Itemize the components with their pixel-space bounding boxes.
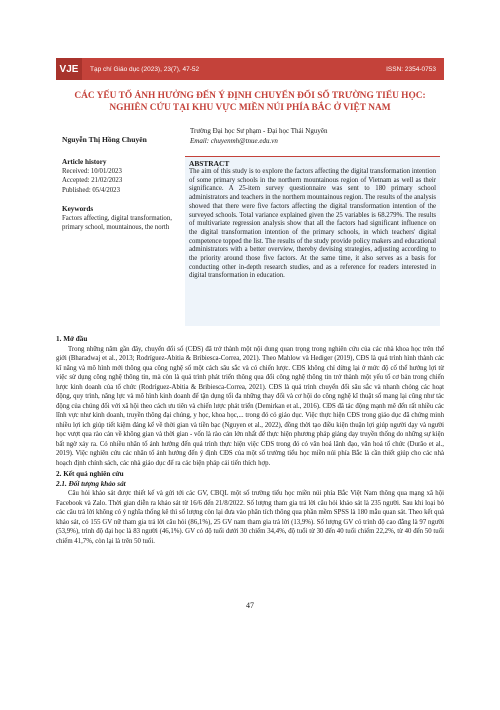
article-history-heading: Article history [62, 158, 107, 166]
section-2-heading: 2. Kết quả nghiên cứu [56, 470, 124, 478]
journal-logo: VJE [56, 58, 82, 80]
section-1-paragraph: Trong những năm gần đây, chuyển đổi số (CĐS) đã trở thành một nội dung quan trọng trong nghiên cứu của các nhà khoa học trên thế giới (Bharadwaj et al., 2013; Rodríguez-Abitia & Bribiesca-Correa, 2021). Theo Mahlow và Hediger (2019), CĐS là quá trình hình thành các kĩ năng và mô hình mới thông qua công nghệ số một cách sâu sắc và có chiến lược. CĐS không chỉ dừng lại ở mức độ cố thể hướng lợi từ việc sử dụng công nghệ thông tin, mà còn là quá trình phát triển thông qua đổi công nghệ thông tin trở thành một yếu tố cơ bản trong chiến lược kinh doanh của tổ chức (Rodríguez-Abitia & Bribiesca-Correa, 2021). CĐS là quá trình chuyển đổi sâu sắc và nhanh chóng các hoạt động, quy trình, năng lực và mô hình kinh doanh để tận dụng tối đa những thay đổi và cơ hội do công nghệ kĩ thuật số mang lại cũng như tác động của chúng đối với xã hội theo cách ưu tiên và chiến lược phát triển (Demirkan et al., 2016). CĐS đã tác động mạnh mẽ đến rất nhiều các lĩnh vực như kinh doanh, truyền thông đại chúng, y học, khoa học,... trong đó có giáo dục. Việc thực hiện CĐS trong giáo dục đã chứng minh nhiều lợi ích giúp tiết kiệm đáng kể về thời gian và tiền bạc (Nguyen et al., 2022), đồng thời tạo điều kiện thuận lợi giúp người dạy và người học vượt qua rào cản về không gian và thời gian - vốn là rào cản lớn nhất để thực hiện phương pháp giảng dạy truyền thống do những sự kiện bất ngờ xảy ra. Có nhiều nhân tố ảnh hưởng đến quá trình thực hiện việc CĐS trong đó có văn hoá lãnh đạo, văn hoá tổ chức (Durão et al., 2019). Việc nghiên cứu các nhân tố ảnh hưởng đến ý định CĐS của một số trường tiểu học miền núi phía Bắc là cần thiết giúp cho các nhà hoạch định chính sách, các nhà giáo dục để ra các biện pháp cải tiến thích hợp. [56, 345, 444, 467]
keywords-heading: Keywords [62, 204, 94, 213]
title-line-1: CÁC YẾU TỐ ẢNH HƯỞNG ĐẾN Ý ĐỊNH CHUYỂN ĐỔI SỐ TRƯỜNG TIỂU HỌC: [74, 91, 426, 101]
article-sidebar [62, 158, 180, 232]
article-body [56, 333, 444, 546]
keywords-text: Factors affecting, digital transformation, primary school, mountainous, the north [62, 215, 172, 232]
author-affiliation-block [190, 126, 327, 146]
section-2-paragraph: Câu hỏi khảo sát được thiết kế và gửi tới các GV, CBQL một số trường tiểu học miền núi phía Bắc Việt Nam thông qua mạng xã hội Facebook và Zalo. Thời gian diễn ra khảo sát từ 16/6 đến 21/8/2022. Số lượng tham gia trả lời câu hỏi khảo sát là 235 người. Sau khi loại bỏ các câu trả lời không có ý nghĩa thống kê thì số lượng còn lại đưa vào phân tích thông qua phần mềm SPSS là 180 mẫu quan sát. Theo kết quả khảo sát, có 155 GV nữ tham gia trả lời câu hỏi (86,1%), 25 GV nam tham gia trả lời (13,9%). Số lượng GV có trình độ cao đẳng là 97 người (53,9%), trình độ đại học là 83 người (46,1%). GV có độ tuổi dưới 30 chiếm 34,4%, độ tuổi từ 30 đến 40 tuổi chiếm 22,2%, từ 40 đến 50 tuổi chiếm 41,7%, còn lại là trên 50 tuổi. [56, 490, 444, 545]
received-date: Received: 10/01/2023 [62, 168, 122, 176]
author-name: Nguyễn Thị Hồng Chuyên [62, 135, 147, 144]
abstract-text: The aim of this study is to explore the factors affecting the digital transformation intention of some primary schools in the northern mountainous region of Vietnam as well as their significance. A 25-item survey questionnaire was sent to 180 primary school administrators and teachers in the northern mountainous region. The results of the analysis showed that there were five factors affecting the digital transformation intention of the surveyed schools. Total variance explained given the 25 variables is 68.279%. The results of multivariate regression analysis show that all the factors had significant influence on the digital transformation intention of the primary schools, in which teachers' digital competence topped the list. The results of the study provide policy makers and educational administrators with a better overview, thereby devising strategies, adjusting according to the priority around those five factors. At the same time, it also serves as a basis for conducting other in-depth research studies, and as a reference for readers interested in digital transformation in education. [189, 168, 436, 280]
journal-citation: Tạp chí Giáo dục (2023), 23(7), 47-52 [90, 65, 200, 73]
page-number: 47 [246, 601, 254, 610]
subsection-2-1-heading: 2.1. Đối tượng khảo sát [56, 479, 126, 488]
journal-header-bar [56, 58, 444, 80]
abstract-heading: ABSTRACT [189, 159, 230, 168]
section-1-heading: 1. Mở đầu [56, 335, 88, 343]
abstract-box [185, 156, 440, 326]
title-line-2: NGHIÊN CỨU TẠI KHU VỰC MIỀN NÚI PHÍA BẮC Ở VIỆT NAM [109, 103, 391, 113]
author-email: Email: chuyenmh@tnue.edu.vn [190, 137, 278, 145]
published-date: Published: 05/4/2023 [62, 186, 120, 194]
journal-issn: ISSN: 2354-0753 [386, 65, 436, 73]
author-affiliation: Trường Đại học Sư phạm - Đại học Thái Nguyên [190, 127, 328, 135]
accepted-date: Accepted: 21/02/2023 [62, 177, 123, 185]
article-title [56, 90, 444, 114]
